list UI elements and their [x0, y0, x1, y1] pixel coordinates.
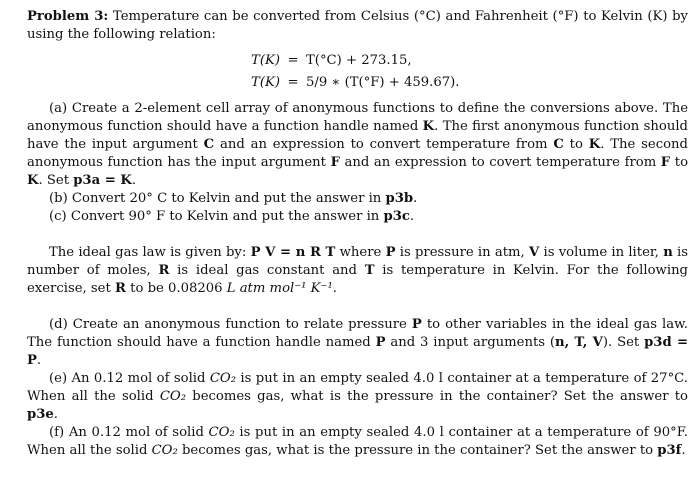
answer-var: p3f	[657, 443, 682, 458]
equation-lhs: T(K)	[251, 53, 280, 68]
part-d	[27, 316, 688, 370]
bold-var: p3d = P	[27, 335, 688, 368]
equation-rhs: 5/9 ∗ (T(°F) + 459.67).	[306, 75, 460, 90]
bold-var: P	[411, 317, 422, 332]
bold-var: V	[529, 245, 540, 260]
text: .	[409, 209, 415, 224]
text: The ideal gas law is given by:	[49, 245, 251, 260]
answer-var: p3c	[383, 209, 410, 224]
part-e	[27, 370, 688, 424]
text: and 3 input arguments (	[385, 335, 556, 350]
bold-var: K	[422, 119, 435, 134]
bold-var: P	[375, 335, 386, 350]
bold-var: F	[660, 155, 671, 170]
text: .	[131, 173, 137, 188]
text: is volume in liter,	[539, 245, 664, 260]
text: is number of moles,	[27, 245, 689, 278]
bold-var: C	[553, 137, 564, 152]
text: becomes gas, what is the pressure in the container? Set the answer to	[186, 389, 688, 404]
bold-var: P	[385, 245, 396, 260]
formula: CO₂	[209, 371, 237, 386]
text: becomes gas, what is the pressure in the container? Set the answer to	[177, 443, 658, 458]
bold-var: C	[203, 137, 215, 152]
text: (a) Create a 2-element cell array of anonymous functions to define the conversions above. The anonymous function should have a function handle named	[27, 101, 688, 134]
bold-var: K	[588, 137, 601, 152]
problem-label: Problem 3:	[27, 9, 109, 24]
conversion-equations	[27, 50, 688, 94]
problem-intro	[27, 8, 688, 44]
text: to	[670, 155, 689, 170]
text: (e) An 0.12 mol of solid	[49, 371, 210, 386]
formula: CO₂	[208, 425, 235, 440]
gas-law-equation: P V = n R T	[250, 245, 336, 260]
part-c	[27, 208, 688, 226]
text: and an expression to covert temperature from	[339, 155, 661, 170]
text: .	[36, 353, 42, 368]
text: . Set	[38, 173, 74, 188]
text: .	[53, 407, 58, 422]
text: .	[413, 191, 418, 206]
bold-var: K	[27, 173, 39, 188]
text: to	[563, 137, 589, 152]
part-a	[27, 100, 688, 190]
text: (f) An 0.12 mol of solid	[49, 425, 209, 440]
equation-celsius	[27, 50, 688, 72]
text: where	[335, 245, 386, 260]
text: (b) Convert 20° C to Kelvin and put the answer in	[49, 191, 386, 206]
equation-rhs: T(°C) + 273.15,	[306, 53, 412, 68]
text: is pressure in atm,	[395, 245, 529, 260]
part-b	[27, 190, 688, 208]
formula: CO₂	[159, 389, 187, 404]
answer-var: p3b	[385, 191, 414, 206]
units: L atm mol⁻¹ K⁻¹	[226, 281, 333, 296]
equation-fahrenheit	[27, 72, 688, 94]
equation-op: =	[287, 75, 299, 90]
bold-var: p3a = K	[73, 173, 132, 188]
answer-var: p3e	[27, 407, 54, 422]
text: to be 0.08206	[125, 281, 227, 296]
text: is ideal gas constant and	[169, 263, 365, 278]
text: is put in an empty sealed 4.0 l container at a temperature of 90°F. When all the solid	[27, 425, 688, 458]
intro-text: Temperature can be converted from Celsius (°C) and Fahrenheit (°F) to Kelvin (K) by using the following relation:	[27, 9, 688, 42]
gas-law-paragraph	[27, 244, 688, 298]
text: . The second anonymous function has the input argument	[27, 137, 688, 170]
text: .	[681, 443, 686, 458]
text: is put in an empty sealed 4.0 l container at a temperature of 27°C. When all the solid	[27, 371, 688, 404]
equation-lhs: T(K)	[251, 75, 280, 90]
text: is temperature in Kelvin. For the following exercise, set	[27, 263, 688, 296]
formula: CO₂	[151, 443, 178, 458]
text: (d) Create an anonymous function to relate pressure	[49, 317, 412, 332]
equation-op: =	[287, 53, 299, 68]
text: .	[332, 281, 337, 296]
text: ). Set	[602, 335, 645, 350]
text: to other variables in the ideal gas law. The function should have a function handle named	[27, 317, 688, 350]
bold-var: F	[330, 155, 340, 170]
text: . The first anonymous function should have the input argument	[27, 119, 688, 152]
bold-var: R	[158, 263, 170, 278]
bold-var: T	[364, 263, 375, 278]
text: (c) Convert 90° F to Kelvin and put the answer in	[49, 209, 384, 224]
part-f	[27, 424, 688, 460]
bold-var: n	[663, 245, 673, 260]
bold-var: R	[114, 281, 126, 296]
bold-var: n, T, V	[555, 335, 603, 350]
text: and an expression to convert temperature from	[214, 137, 554, 152]
